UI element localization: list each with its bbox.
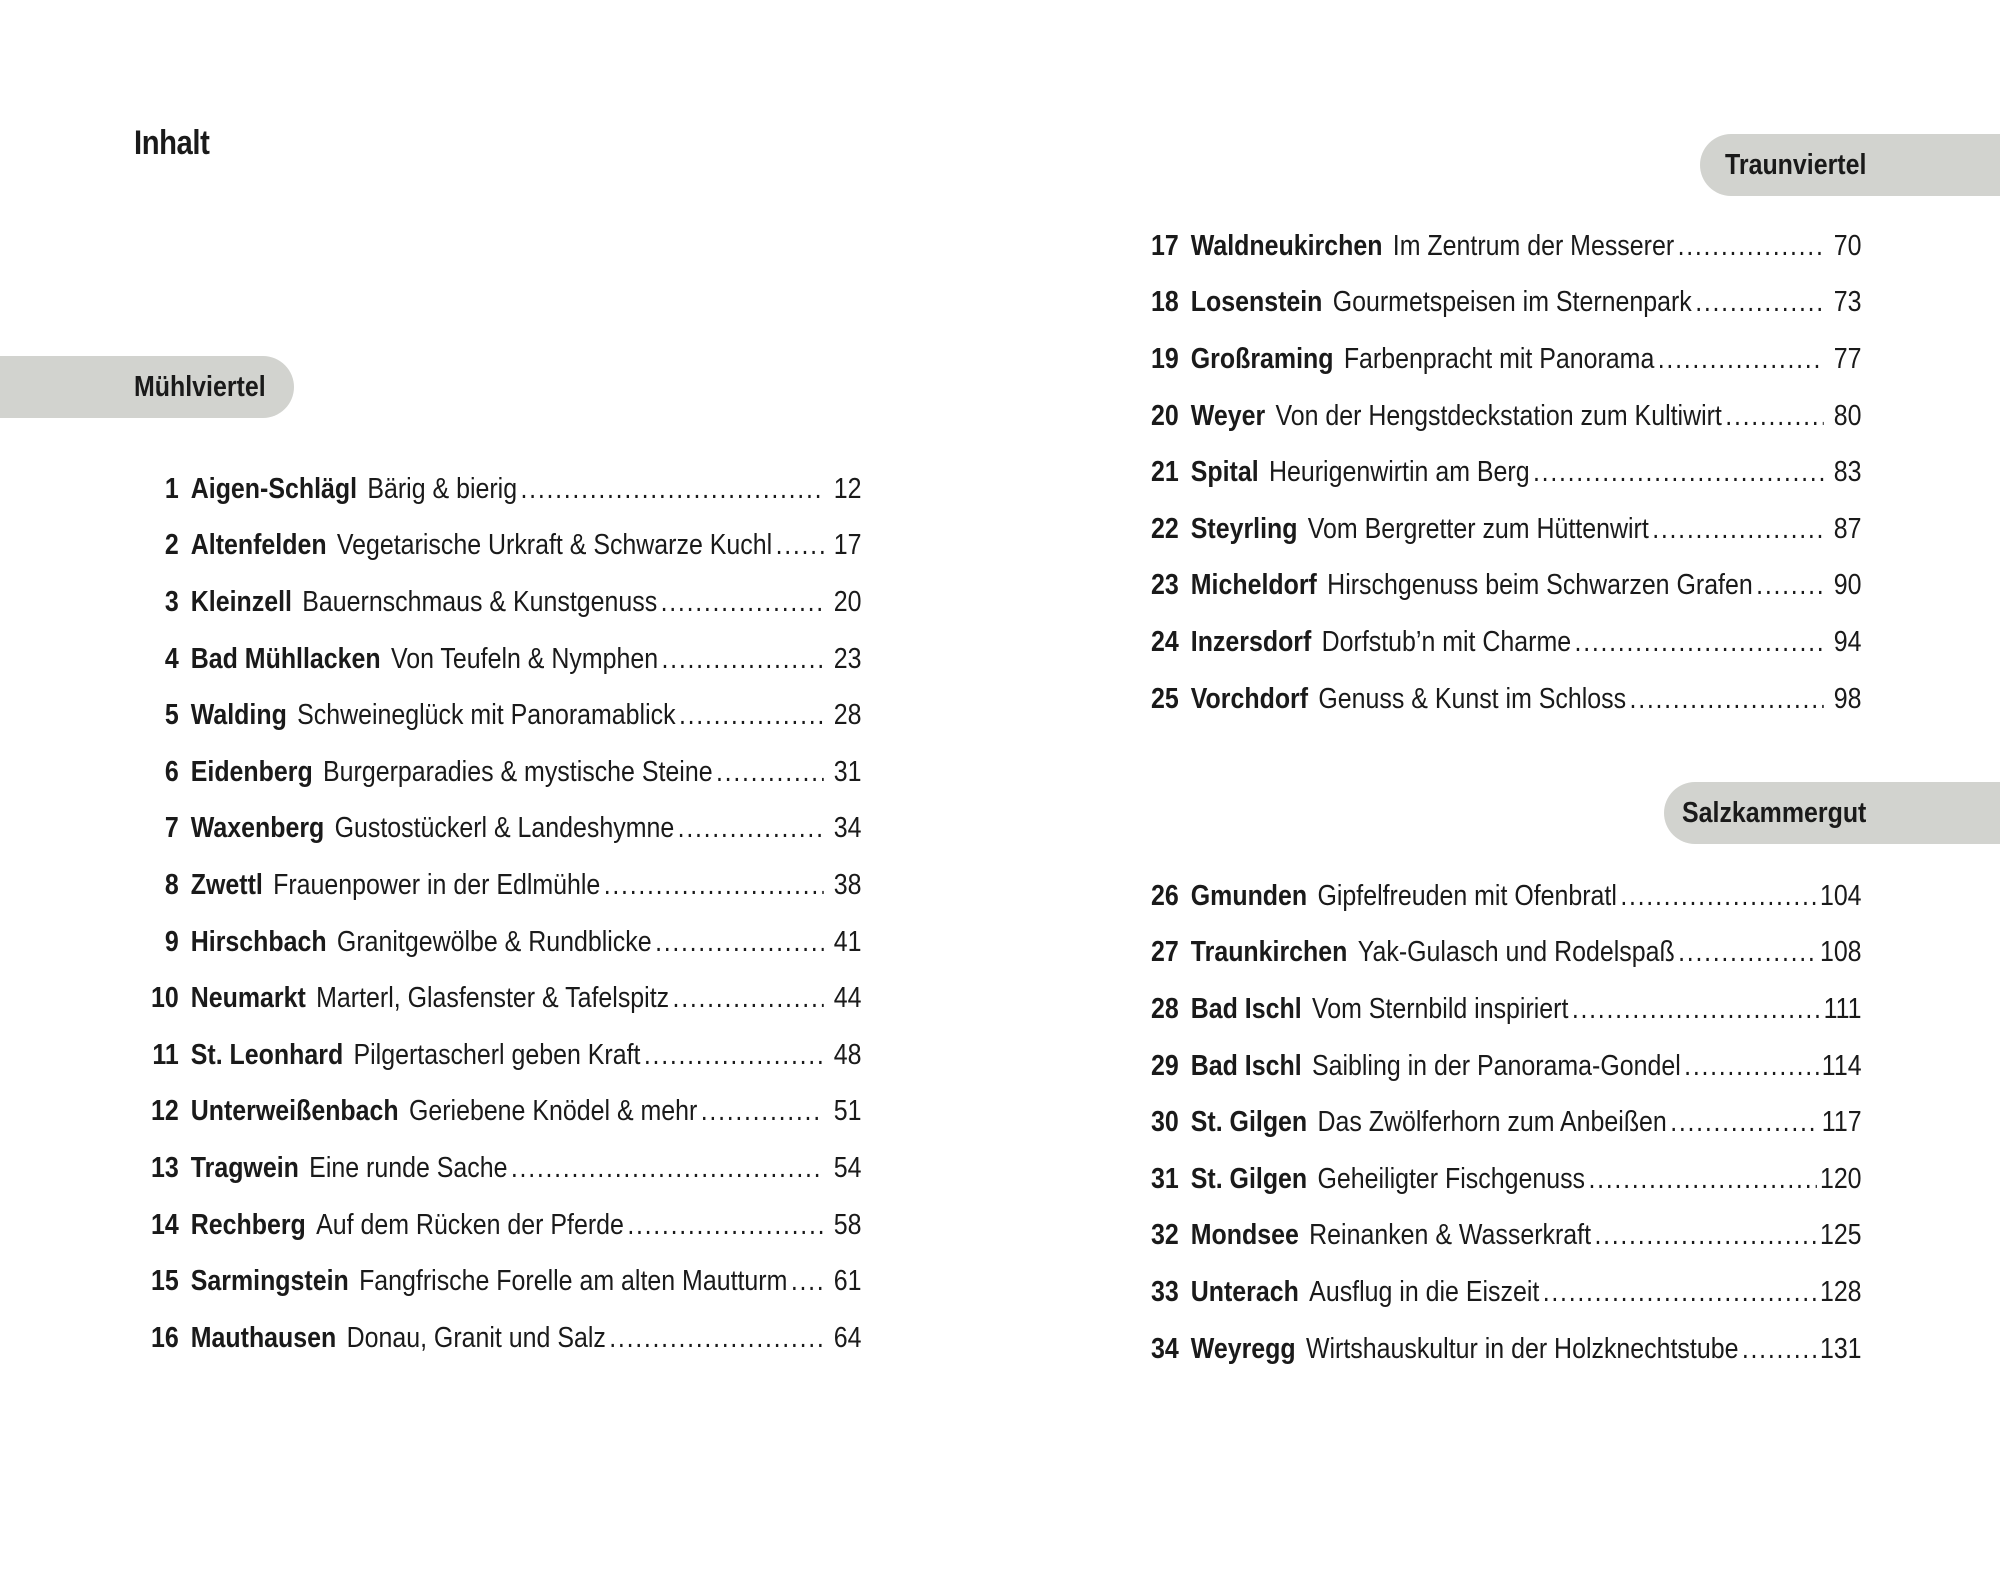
entry-topic: Pilgertascherl geben Kraft bbox=[353, 1038, 641, 1071]
entry-place: Gmunden bbox=[1190, 879, 1308, 912]
entry-topic: Wirtshauskultur in der Holzknechtstube bbox=[1305, 1332, 1739, 1365]
entry-page-number: 128 bbox=[1819, 1275, 1862, 1308]
entry-page-number: 12 bbox=[833, 472, 862, 505]
entry-page-number: 90 bbox=[1833, 569, 1862, 602]
entry-number: 10 bbox=[150, 982, 179, 1015]
entry-place: Unterweißenbach bbox=[190, 1095, 399, 1128]
entry-topic: Von Teufeln & Nymphen bbox=[390, 642, 659, 675]
entry-number: 6 bbox=[164, 755, 179, 788]
toc-entry[interactable] bbox=[134, 1253, 862, 1310]
dot-leader bbox=[1588, 1163, 1816, 1196]
section-tab-traunviertel[interactable] bbox=[1700, 134, 2000, 196]
entry-page-number: 87 bbox=[1833, 512, 1862, 545]
entry-number: 2 bbox=[164, 529, 179, 562]
entry-page-number: 28 bbox=[833, 699, 862, 732]
toc-list-salzkammergut bbox=[1134, 868, 1862, 1377]
toc-entry[interactable] bbox=[134, 857, 862, 914]
entry-page-number: 23 bbox=[833, 642, 862, 675]
toc-entry[interactable] bbox=[1134, 218, 1862, 275]
entry-place: Bad Ischl bbox=[1190, 992, 1302, 1025]
entry-page-number: 98 bbox=[1833, 682, 1862, 715]
toc-list-muehlviertel bbox=[134, 461, 862, 1367]
entry-number: 11 bbox=[152, 1038, 179, 1071]
entry-page-number: 83 bbox=[1833, 456, 1862, 489]
entry-topic: Vegetarische Urkraft & Schwarze Kuchl bbox=[336, 529, 773, 562]
entry-topic: Vom Bergretter zum Hüttenwirt bbox=[1307, 512, 1649, 545]
dot-leader bbox=[604, 869, 824, 902]
entry-topic: Dorfstub’n mit Charme bbox=[1321, 625, 1572, 658]
entry-topic: Bärig & bierig bbox=[367, 472, 518, 505]
dot-leader bbox=[1742, 1333, 1817, 1366]
toc-entry[interactable] bbox=[1134, 275, 1862, 332]
dot-leader bbox=[1670, 1106, 1818, 1139]
toc-entry[interactable] bbox=[134, 914, 862, 971]
toc-entry[interactable] bbox=[1134, 1038, 1862, 1095]
entry-topic: Geheiligter Fischgenuss bbox=[1317, 1162, 1586, 1195]
entry-place: Weyer bbox=[1190, 399, 1266, 432]
dot-leader bbox=[521, 473, 824, 506]
entry-place: Spital bbox=[1190, 456, 1259, 489]
entry-place: Inzersdorf bbox=[1190, 625, 1312, 658]
toc-entry[interactable] bbox=[1134, 671, 1862, 728]
entry-place: Mauthausen bbox=[190, 1321, 337, 1354]
entry-number: 1 bbox=[164, 472, 179, 505]
dot-leader bbox=[673, 982, 824, 1015]
entry-number: 26 bbox=[1150, 879, 1179, 912]
entry-place: Zwettl bbox=[190, 868, 263, 901]
toc-entry[interactable] bbox=[1134, 1208, 1862, 1265]
entry-place: Eidenberg bbox=[190, 755, 313, 788]
entry-page-number: 108 bbox=[1819, 936, 1862, 969]
toc-entry[interactable] bbox=[134, 1197, 862, 1254]
toc-entry[interactable] bbox=[1134, 1094, 1862, 1151]
entry-place: Waxenberg bbox=[190, 812, 325, 845]
dot-leader bbox=[1756, 569, 1824, 602]
entry-page-number: 61 bbox=[833, 1265, 862, 1298]
entry-page-number: 117 bbox=[1821, 1106, 1862, 1139]
section-tab-salzkammergut[interactable] bbox=[1664, 782, 2000, 844]
entry-topic: Granitgewölbe & Rundblicke bbox=[336, 925, 652, 958]
toc-list-traunviertel bbox=[1134, 218, 1862, 727]
entry-number: 19 bbox=[1150, 342, 1179, 375]
entry-number: 24 bbox=[1150, 625, 1179, 658]
entry-place: Tragwein bbox=[190, 1151, 299, 1184]
entry-page-number: 58 bbox=[833, 1208, 862, 1241]
entry-number: 9 bbox=[164, 925, 179, 958]
dot-leader bbox=[661, 586, 824, 619]
entry-number: 20 bbox=[1150, 399, 1179, 432]
entry-place: Bad Mühllacken bbox=[190, 642, 381, 675]
toc-entry[interactable] bbox=[1134, 981, 1862, 1038]
entry-place: Mondsee bbox=[1190, 1219, 1299, 1252]
entry-topic: Genuss & Kunst im Schloss bbox=[1318, 682, 1627, 715]
entry-topic: Vom Sternbild inspiriert bbox=[1311, 992, 1569, 1025]
entry-number: 29 bbox=[1150, 1049, 1179, 1082]
entry-topic: Geriebene Knödel & mehr bbox=[408, 1095, 698, 1128]
entry-page-number: 44 bbox=[833, 982, 862, 1015]
entry-place: Kleinzell bbox=[190, 585, 292, 618]
entry-topic: Frauenpower in der Edlmühle bbox=[273, 868, 601, 901]
dot-leader bbox=[1575, 626, 1824, 659]
entry-topic: Schweineglück mit Panoramablick bbox=[297, 699, 676, 732]
entry-place: Hirschbach bbox=[190, 925, 327, 958]
entry-topic: Das Zwölferhorn zum Anbeißen bbox=[1317, 1106, 1667, 1139]
dot-leader bbox=[701, 1095, 824, 1128]
entry-number: 21 bbox=[1150, 456, 1179, 489]
entry-number: 22 bbox=[1150, 512, 1179, 545]
entry-place: Walding bbox=[190, 699, 287, 732]
entry-page-number: 31 bbox=[833, 755, 862, 788]
entry-topic: Gipfelfreuden mit Ofenbratl bbox=[1317, 879, 1617, 912]
entry-page-number: 48 bbox=[833, 1038, 862, 1071]
entry-number: 32 bbox=[1150, 1219, 1179, 1252]
section-label: Traunviertel bbox=[1724, 148, 1866, 181]
toc-entry[interactable] bbox=[134, 631, 862, 688]
entry-place: Aigen-Schlägl bbox=[190, 472, 358, 505]
dot-leader bbox=[791, 1265, 824, 1298]
entry-number: 27 bbox=[1150, 936, 1179, 969]
entry-page-number: 41 bbox=[833, 925, 862, 958]
entry-topic: Reinanken & Wasserkraft bbox=[1309, 1219, 1592, 1252]
dot-leader bbox=[716, 756, 824, 789]
dot-leader bbox=[1572, 993, 1820, 1026]
entry-number: 13 bbox=[150, 1151, 179, 1184]
entry-number: 18 bbox=[1150, 286, 1179, 319]
entry-topic: Burgerparadies & mystische Steine bbox=[323, 755, 713, 788]
dot-leader bbox=[655, 926, 824, 959]
toc-entry[interactable] bbox=[1134, 614, 1862, 671]
entry-number: 25 bbox=[1150, 682, 1179, 715]
entry-number: 28 bbox=[1150, 992, 1179, 1025]
entry-page-number: 34 bbox=[833, 812, 862, 845]
entry-topic: Bauernschmaus & Kunstgenuss bbox=[302, 585, 658, 618]
entry-page-number: 38 bbox=[833, 868, 862, 901]
entry-number: 15 bbox=[150, 1265, 179, 1298]
entry-page-number: 104 bbox=[1819, 879, 1862, 912]
toc-entry[interactable] bbox=[134, 970, 862, 1027]
entry-number: 3 bbox=[164, 585, 179, 618]
entry-number: 7 bbox=[164, 812, 179, 845]
dot-leader bbox=[1658, 343, 1824, 376]
entry-page-number: 64 bbox=[833, 1321, 862, 1354]
toc-entry[interactable] bbox=[134, 1310, 862, 1367]
toc-entry[interactable] bbox=[1134, 388, 1862, 445]
dot-leader bbox=[1678, 230, 1824, 263]
toc-entry[interactable] bbox=[1134, 868, 1862, 925]
entry-place: Großraming bbox=[1190, 342, 1334, 375]
dot-leader bbox=[1725, 400, 1823, 433]
entry-page-number: 131 bbox=[1819, 1332, 1862, 1365]
entry-topic: Gourmetspeisen im Sternenpark bbox=[1332, 286, 1692, 319]
entry-page-number: 80 bbox=[1833, 399, 1862, 432]
entry-topic: Eine runde Sache bbox=[309, 1151, 508, 1184]
entry-topic: Heurigenwirtin am Berg bbox=[1268, 456, 1530, 489]
entry-page-number: 94 bbox=[1833, 625, 1862, 658]
section-label: Mühlviertel bbox=[134, 370, 266, 403]
dot-leader bbox=[1620, 880, 1816, 913]
toc-entry[interactable] bbox=[1134, 501, 1862, 558]
entry-topic: Donau, Granit und Salz bbox=[346, 1321, 606, 1354]
dot-leader bbox=[1652, 513, 1824, 546]
entry-place: Vorchdorf bbox=[1190, 682, 1309, 715]
entry-number: 8 bbox=[164, 868, 179, 901]
dot-leader bbox=[644, 1039, 824, 1072]
entry-place: Traunkirchen bbox=[1190, 936, 1348, 969]
entry-page-number: 20 bbox=[833, 585, 862, 618]
toc-entry[interactable] bbox=[134, 1027, 862, 1084]
dot-leader bbox=[609, 1322, 823, 1355]
dot-leader bbox=[679, 699, 824, 732]
entry-page-number: 111 bbox=[1823, 992, 1862, 1025]
entry-place: St. Leonhard bbox=[190, 1038, 344, 1071]
entry-topic: Gustostückerl & Landeshymne bbox=[334, 812, 675, 845]
entry-topic: Ausflug in die Eiszeit bbox=[1309, 1275, 1540, 1308]
entry-topic: Hirschgenuss beim Schwarzen Grafen bbox=[1327, 569, 1753, 602]
entry-page-number: 125 bbox=[1819, 1219, 1862, 1252]
section-label: Salzkammergut bbox=[1681, 796, 1866, 829]
entry-number: 5 bbox=[164, 699, 179, 732]
entry-page-number: 120 bbox=[1819, 1162, 1862, 1195]
entry-place: Micheldorf bbox=[1190, 569, 1317, 602]
entry-page-number: 70 bbox=[1833, 229, 1862, 262]
dot-leader bbox=[1695, 286, 1824, 319]
entry-number: 4 bbox=[164, 642, 179, 675]
toc-entry[interactable] bbox=[1134, 558, 1862, 615]
toc-entry[interactable] bbox=[1134, 1321, 1862, 1378]
entry-number: 14 bbox=[150, 1208, 179, 1241]
entry-place: Losenstein bbox=[1190, 286, 1323, 319]
dot-leader bbox=[627, 1209, 823, 1242]
dot-leader bbox=[1543, 1276, 1817, 1309]
dot-leader bbox=[678, 812, 824, 845]
toc-entry[interactable] bbox=[1134, 331, 1862, 388]
entry-number: 30 bbox=[1150, 1106, 1179, 1139]
entry-number: 33 bbox=[1150, 1275, 1179, 1308]
entry-number: 17 bbox=[1150, 229, 1179, 262]
toc-entry[interactable] bbox=[134, 801, 862, 858]
entry-topic: Fangfrische Forelle am alten Mautturm bbox=[359, 1265, 788, 1298]
entry-place: Weyregg bbox=[1190, 1332, 1296, 1365]
section-tab-muehlviertel[interactable] bbox=[0, 356, 294, 418]
entry-place: Bad Ischl bbox=[1190, 1049, 1302, 1082]
entry-topic: Auf dem Rücken der Pferde bbox=[316, 1208, 624, 1241]
entry-place: Unterach bbox=[1190, 1275, 1299, 1308]
dot-leader bbox=[776, 529, 824, 562]
entry-place: St. Gilgen bbox=[1190, 1106, 1308, 1139]
toc-entry[interactable] bbox=[1134, 444, 1862, 501]
entry-topic: Von der Hengstdeckstation zum Kultiwirt bbox=[1275, 399, 1722, 432]
entry-page-number: 51 bbox=[833, 1095, 862, 1128]
entry-place: Neumarkt bbox=[190, 982, 306, 1015]
entry-page-number: 73 bbox=[1833, 286, 1862, 319]
toc-entry[interactable] bbox=[1134, 925, 1862, 982]
dot-leader bbox=[1533, 456, 1824, 489]
entry-number: 31 bbox=[1150, 1162, 1179, 1195]
dot-leader bbox=[1594, 1219, 1816, 1252]
toc-entry[interactable] bbox=[134, 518, 862, 575]
entry-topic: Marterl, Glasfenster & Tafelspitz bbox=[316, 982, 670, 1015]
toc-entry[interactable] bbox=[134, 744, 862, 801]
toc-entry[interactable] bbox=[1134, 1264, 1862, 1321]
dot-leader bbox=[662, 643, 824, 676]
entry-topic: Saibling in der Panorama-Gondel bbox=[1311, 1049, 1681, 1082]
entry-place: St. Gilgen bbox=[1190, 1162, 1308, 1195]
toc-entry[interactable] bbox=[134, 574, 862, 631]
dot-leader bbox=[1678, 936, 1816, 969]
dot-leader bbox=[1630, 683, 1824, 716]
toc-entry[interactable] bbox=[134, 1140, 862, 1197]
toc-entry[interactable] bbox=[1134, 1151, 1862, 1208]
entry-page-number: 114 bbox=[1821, 1049, 1862, 1082]
entry-topic: Yak-Gulasch und Rodelspaß bbox=[1357, 936, 1675, 969]
entry-page-number: 17 bbox=[833, 529, 862, 562]
entry-page-number: 54 bbox=[833, 1151, 862, 1184]
entry-place: Waldneukirchen bbox=[1190, 229, 1383, 262]
toc-entry[interactable] bbox=[134, 461, 862, 518]
dot-leader bbox=[511, 1152, 824, 1185]
dot-leader bbox=[1684, 1050, 1818, 1083]
entry-topic: Farbenpracht mit Panorama bbox=[1343, 342, 1655, 375]
entry-place: Sarmingstein bbox=[190, 1265, 349, 1298]
entry-number: 16 bbox=[150, 1321, 179, 1354]
entry-place: Altenfelden bbox=[190, 529, 327, 562]
toc-entry[interactable] bbox=[134, 1084, 862, 1141]
entry-place: Steyrling bbox=[1190, 512, 1298, 545]
toc-entry[interactable] bbox=[134, 687, 862, 744]
entry-page-number: 77 bbox=[1833, 342, 1862, 375]
entry-number: 12 bbox=[150, 1095, 179, 1128]
entry-topic: Im Zentrum der Messerer bbox=[1392, 229, 1675, 262]
page-title: Inhalt bbox=[134, 124, 210, 162]
entry-number: 23 bbox=[1150, 569, 1179, 602]
entry-number: 34 bbox=[1150, 1332, 1179, 1365]
entry-place: Rechberg bbox=[190, 1208, 306, 1241]
